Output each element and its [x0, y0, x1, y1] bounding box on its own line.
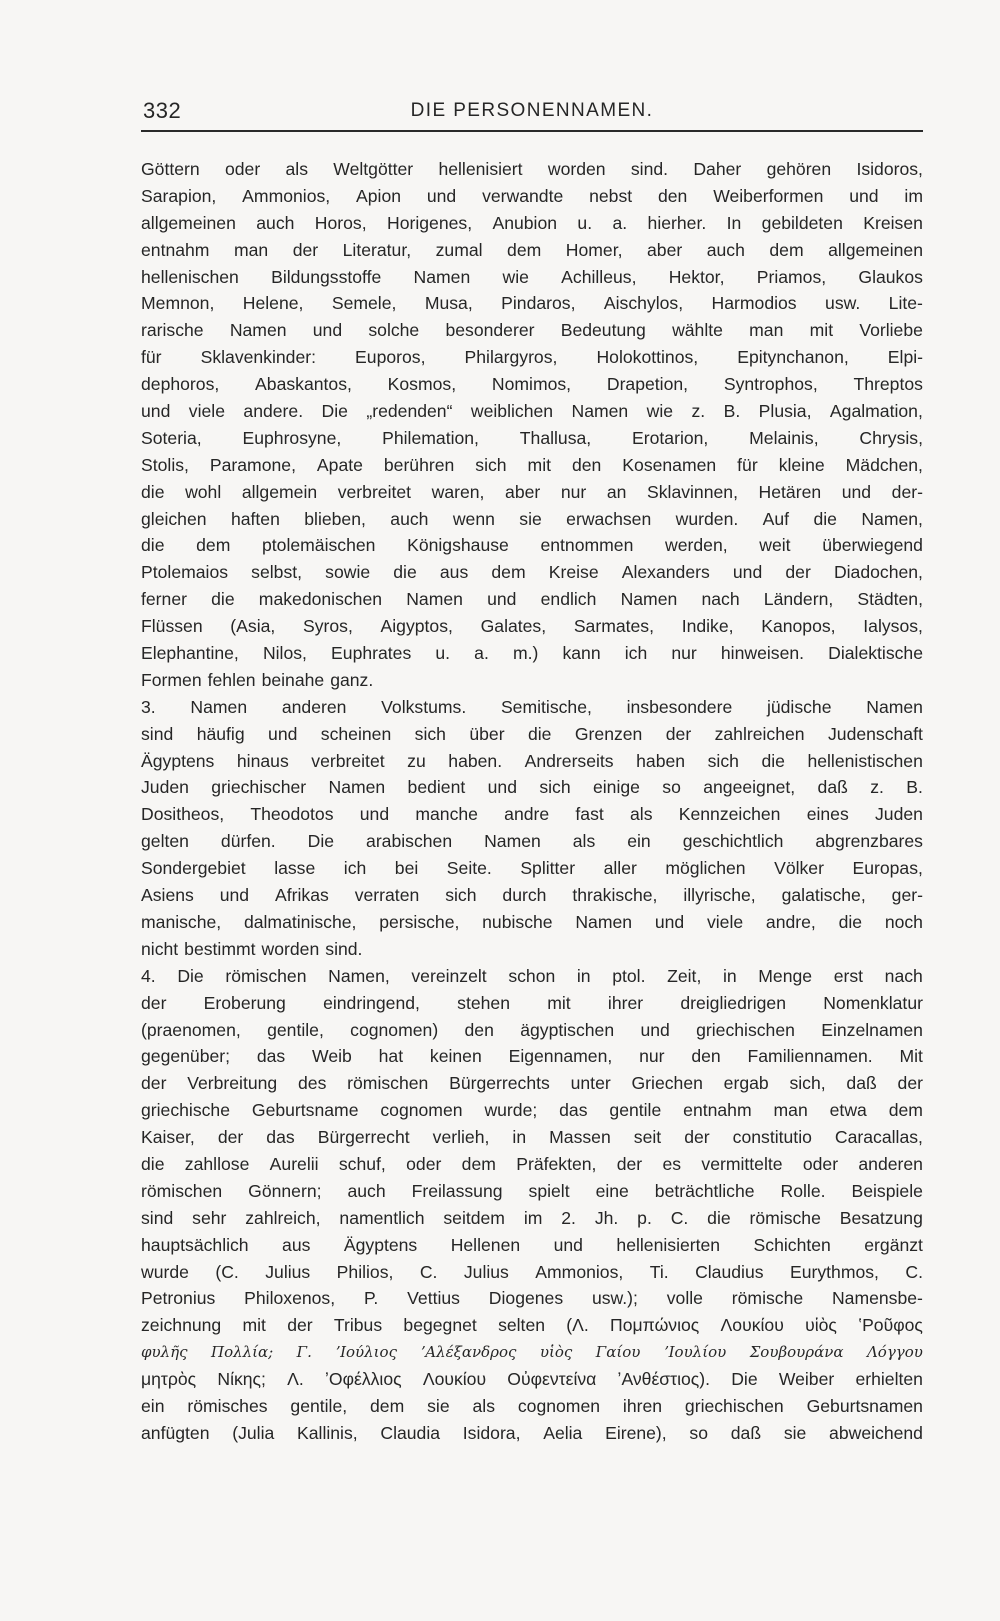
text-line: nicht bestimmt worden sind. — [141, 938, 363, 959]
text-line: μητρὸς Νίκης; Λ. ʼΟφέλλιος Λουκίου Οὐφεντείνα ʼΑνθέστιος). Die Weiber erhielten — [141, 1369, 923, 1390]
text-line: sind häufig und scheinen sich über die Grenzen der zahlreichen Judenschaft — [141, 723, 923, 744]
text-line: Sondergebiet lasse ich bei Seite. Splitter aller möglichen Völker Europas, — [141, 858, 923, 879]
text-line: Soteria, Euphrosyne, Philemation, Thallusa, Erotarion, Melainis, Chrysis, — [141, 427, 923, 448]
text-line: für Sklavenkinder: Euporos, Philargyros, Holokottinos, Epitynchanon, Elpi- — [141, 347, 923, 368]
text-line: der Eroberung eindringend, stehen mit ihrer dreigliedrigen Nomenklatur — [141, 992, 923, 1013]
text-line: anfügten (Julia Kallinis, Claudia Isidora, Aelia Eirene), so daß sie abweichend — [141, 1422, 923, 1443]
text-line: 3. Namen anderen Volkstums. Semitische, insbesondere jüdische Namen — [141, 696, 923, 717]
text-line: φυλῆς Πολλία; Γ. ʼΙούλιος ʼΑλέξανδρος υἱὸς Γαίου ʼΙουλίου Σουβουράνα Λόγγου — [141, 1343, 923, 1362]
page-header — [141, 96, 923, 132]
text-line: Ägyptens hinaus verbreitet zu haben. Andrerseits haben sich die hellenistischen — [141, 750, 923, 771]
text-line: dephoros, Abaskantos, Kosmos, Nomimos, Drapetion, Syntrophos, Threptos — [141, 374, 923, 395]
text-line: Göttern oder als Weltgötter hellenisiert worden sind. Daher gehören Isidoros, — [141, 159, 923, 179]
text-line: hauptsächlich aus Ägyptens Hellenen und hellenisierten Schichten ergänzt — [141, 1234, 923, 1255]
text-line: gleichen haften blieben, auch wenn sie erwachsen wurden. Auf die Namen, — [141, 508, 923, 529]
text-line: der Verbreitung des römischen Bürgerrechts unter Griechen ergab sich, daß der — [141, 1073, 923, 1094]
running-title: DIE PERSONENNAMEN. — [410, 100, 654, 121]
text-line: gegenüber; das Weib hat keinen Eigennamen, nur den Familiennamen. Mit — [141, 1046, 923, 1067]
text-line: sind sehr zahlreich, namentlich seitdem im 2. Jh. p. C. die römische Besatzung — [141, 1207, 923, 1228]
text-line: gelten dürfen. Die arabischen Namen als ein geschichtlich abgrenzbares — [141, 831, 923, 852]
body-text — [141, 156, 923, 1447]
text-line: Memnon, Helene, Semele, Musa, Pindaros, Aischylos, Harmodios usw. Lite- — [141, 293, 923, 314]
text-line: hellenischen Bildungsstoffe Namen wie Achilleus, Hektor, Priamos, Glaukos — [141, 266, 923, 287]
text-line: zeichnung mit der Tribus begegnet selten (Λ. Πομπώνιος Λουκίου υἱὸς ʽΡοῦφος — [141, 1315, 923, 1336]
page-number: 332 — [143, 98, 182, 123]
text-line: entnahm man der Literatur, zumal dem Homer, aber auch dem allgemeinen — [141, 239, 923, 260]
text-line: und viele andere. Die „redenden“ weiblichen Namen wie z. B. Plusia, Agalmation, — [141, 401, 923, 422]
text-line: die dem ptolemäischen Königshause entnommen werden, weit überwiegend — [141, 535, 923, 556]
text-line: Ptolemaios selbst, sowie die aus dem Kreise Alexanders und der Diadochen, — [141, 562, 923, 583]
text-line: Flüssen (Asia, Syros, Aigyptos, Galates, Sarmates, Indike, Kanopos, Ialysos, — [141, 616, 923, 637]
text-line: 4. Die römischen Namen, vereinzelt schon in ptol. Zeit, in Menge erst nach — [141, 965, 923, 986]
text-line: Formen fehlen beinahe ganz. — [141, 669, 374, 690]
text-line: manische, dalmatinische, persische, nubische Namen und viele andre, die noch — [141, 911, 923, 932]
text-line: Asiens und Afrikas verraten sich durch thrakische, illyrische, galatische, ger- — [141, 885, 923, 906]
text-line: Stolis, Paramone, Apate berühren sich mit den Kosenamen für kleine Mädchen, — [141, 454, 923, 475]
text-line: Sarapion, Ammonios, Apion und verwandte nebst den Weiberformen und im — [141, 185, 923, 206]
text-line: Juden griechischer Namen bedient und sich einige so angeeignet, daß z. B. — [141, 777, 923, 798]
text-line: rarische Namen und solche besonderer Bedeutung wählte man mit Vorliebe — [141, 320, 923, 341]
text-line: römischen Gönnern; auch Freilassung spielt eine beträchtliche Rolle. Beispiele — [141, 1180, 923, 1201]
text-line: Dositheos, Theodotos und manche andre fast als Kennzeichen eines Juden — [141, 804, 923, 825]
text-line: die wohl allgemein verbreitet waren, aber nur an Sklavinnen, Hetären und der- — [141, 481, 923, 502]
text-line: allgemeinen auch Horos, Horigenes, Anubion u. a. hierher. In gebildeten Kreisen — [141, 212, 923, 233]
text-line: ferner die makedonischen Namen und endlich Namen nach Ländern, Städten, — [141, 589, 923, 610]
text-line: ein römisches gentile, dem sie als cognomen ihren griechischen Geburtsnamen — [141, 1395, 923, 1416]
text-line: Kaiser, der das Bürgerrecht verlieh, in Massen seit der constitutio Caracallas, — [141, 1127, 923, 1148]
text-line: (praenomen, gentile, cognomen) den ägyptischen und griechischen Einzelnamen — [141, 1019, 923, 1040]
text-line: griechische Geburtsname cognomen wurde; das gentile entnahm man etwa dem — [141, 1100, 923, 1121]
text-line: wurde (C. Julius Philios, C. Julius Ammonios, Ti. Claudius Eurythmos, C. — [141, 1261, 923, 1282]
text-line: Petronius Philoxenos, P. Vettius Diogenes usw.); volle römische Namensbe- — [141, 1288, 923, 1309]
text-line: Elephantine, Nilos, Euphrates u. a. m.) kann ich nur hinweisen. Dialektische — [141, 643, 923, 664]
book-page — [141, 96, 923, 1447]
text-line: die zahllose Aurelii schuf, oder dem Präfekten, der es vermittelte oder anderen — [141, 1153, 923, 1174]
